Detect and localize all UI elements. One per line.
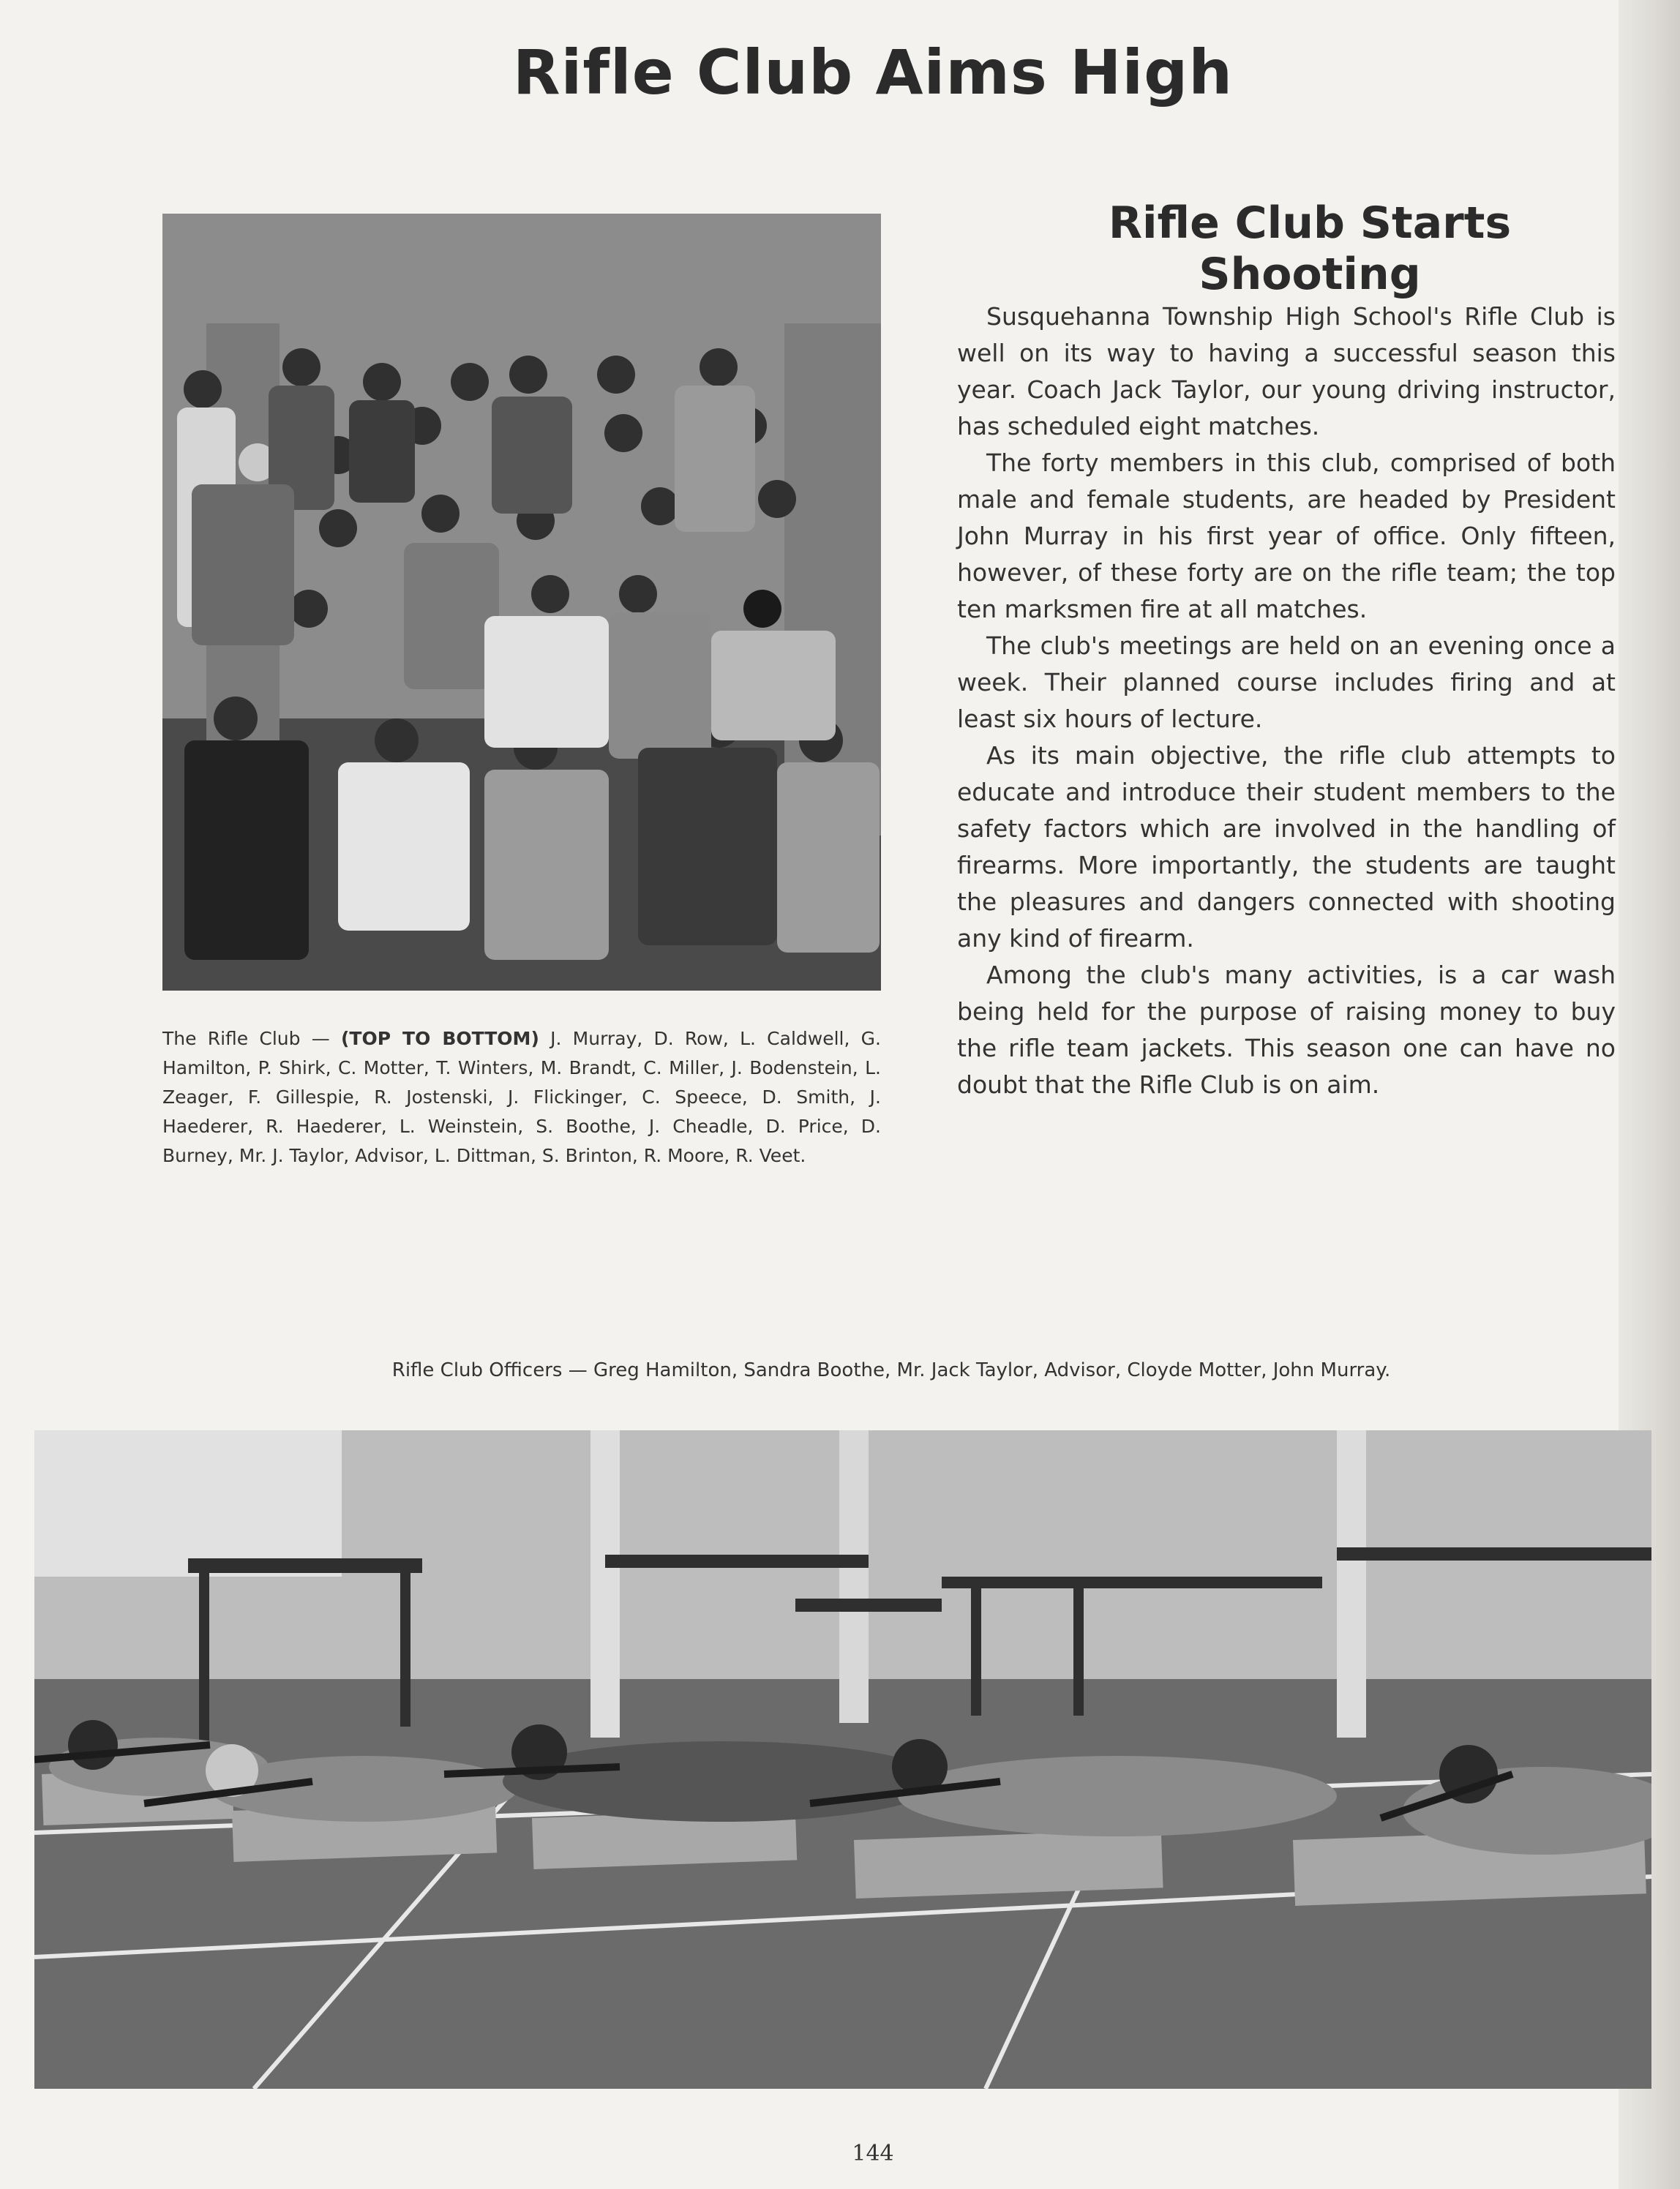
page-number: 144 xyxy=(852,2141,894,2166)
caption-names: J. Murray, D. Row, L. Caldwell, G. Hamilton, P. Shirk, C. Motter, T. Winters, M. Brandt, C. Miller, J. Bodenstein, L. Zeager, F. Gillespie, R. Jostenski, J. Flickinger, C. Speece, D. Smith, J. Haederer, R. Haederer, L. Weinstein, S. Boothe, J. Cheadle, D. Price, D. Burney, Mr. J. Taylor, Advisor, L. Dittman, S. Brinton, R. Moore, R. Veet. xyxy=(162,1028,881,1166)
article-paragraph: The forty members in this club, comprised of both male and female students, are headed by President John Murray in his first year of office. Only fifteen, however, of these forty are on the rifle team; the top ten marksmen fire at all matches. xyxy=(957,448,1616,623)
caption-order: (TOP TO BOTTOM) xyxy=(340,1028,539,1049)
article-paragraph: As its main objective, the rifle club attempts to educate and introduce their student members to the safety factors which are involved in the handling of firearms. More importantly, the students are taught the pleasures and dangers connected with shooting any kind of firearm. xyxy=(957,741,1616,953)
caption-prefix: The Rifle Club — xyxy=(162,1028,341,1049)
article-paragraph: Susquehanna Township High School's Rifle Club is well on its way to having a successful season this year. Coach Jack Taylor, our young driving instructor, has scheduled eight matches. xyxy=(957,302,1616,440)
group-photo-caption xyxy=(162,1024,881,1171)
group-photo xyxy=(162,214,881,991)
article-body xyxy=(957,298,1616,1103)
rifle-range-photo xyxy=(34,1430,1651,2089)
article-paragraph: The club's meetings are held on an evening once a week. Their planned course includes firing and at least six hours of lecture. xyxy=(957,631,1616,733)
officers-photo-caption: Rifle Club Officers — Greg Hamilton, Sandra Boothe, Mr. Jack Taylor, Advisor, Cloyde Motter, John Murray. xyxy=(391,1359,1391,1381)
article-paragraph: Among the club's many activities, is a car wash being held for the purpose of raising money to buy the rifle team jackets. This season one can have no doubt that the Rifle Club is on aim. xyxy=(957,961,1616,1099)
article-heading: Rifle Club Starts Shooting xyxy=(1108,198,1512,300)
page-title: Rifle Club Aims High xyxy=(512,37,1234,108)
